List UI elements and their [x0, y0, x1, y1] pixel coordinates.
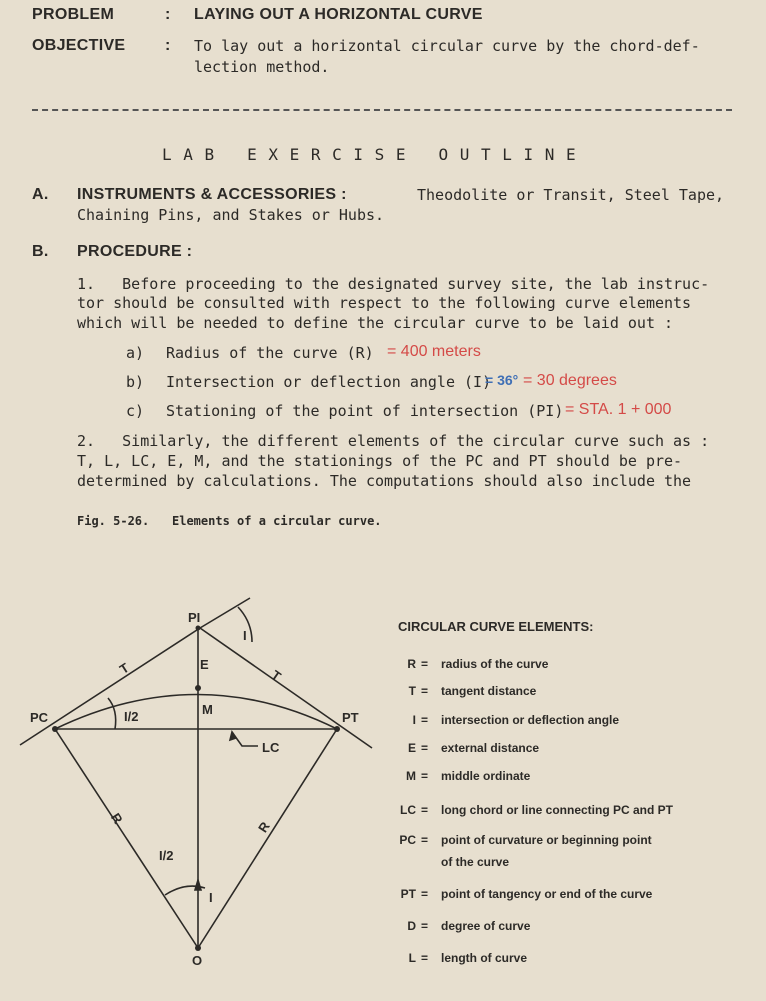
legend-description: length of curve	[441, 951, 528, 965]
step2-line3: determined by calculations. The computations should also include the	[77, 472, 692, 490]
label-e: E	[200, 657, 209, 672]
legend-key: PC	[399, 833, 416, 847]
legend-key: E	[407, 741, 416, 755]
section-b-letter: B.	[32, 243, 49, 260]
legend-key: T	[408, 684, 416, 698]
step1-line3: which will be needed to define the circular curve to be laid out :	[77, 314, 674, 332]
legend-description: long chord or line connecting PC and PT	[441, 803, 674, 817]
lc-pointer	[232, 732, 258, 746]
pi-point	[196, 626, 201, 631]
label-i-half-top: I/2	[124, 709, 139, 724]
label-pc: PC	[30, 710, 49, 725]
legend-description: intersection or deflection angle	[441, 713, 620, 727]
legend-description: point of curvature or beginning point	[441, 833, 652, 847]
objective-line1: To lay out a horizontal circular curve by the chord-def-	[194, 37, 700, 55]
pt-point	[334, 726, 340, 732]
step2-line2: T, L, LC, E, M, and the stationings of the PC and PT should be pre-	[77, 452, 683, 470]
radius-right-line	[198, 729, 337, 948]
label-o: O	[192, 953, 203, 968]
legend-key: L	[408, 951, 416, 965]
legend-separator: =	[421, 919, 429, 933]
legend-description: point of tangency or end of the curve	[441, 887, 653, 901]
circular-arc	[55, 695, 337, 730]
item-a-handwritten: = 400 meters	[387, 343, 481, 360]
label-pi: PI	[188, 610, 201, 625]
legend-description: radius of the curve	[441, 657, 549, 671]
back-tangent-line	[20, 628, 200, 745]
item-b-handwritten: = 30 degrees	[523, 372, 617, 389]
legend-description: degree of curve	[441, 919, 531, 933]
item-c-label: c)	[126, 402, 145, 420]
label-r-left: R	[107, 810, 126, 827]
problem-colon: :	[165, 6, 171, 23]
label-t-right: T	[268, 667, 284, 685]
label-r-right: R	[255, 819, 273, 836]
legend-description-continued: of the curve	[441, 855, 510, 869]
legend-separator: =	[421, 713, 429, 727]
radius-left-line	[55, 729, 198, 948]
lc-arrow	[230, 732, 236, 740]
outline-title: L A B E X E R C I S E O U T L I N E	[162, 145, 577, 164]
problem-label: PROBLEM	[32, 6, 115, 23]
item-b-text: Intersection or deflection angle (I)	[166, 373, 492, 391]
item-c-handwritten: = STA. 1 + 000	[565, 401, 672, 418]
legend-separator: =	[421, 951, 429, 965]
label-i-top: I	[243, 628, 247, 643]
item-b-pen-mark: = 36°	[485, 372, 519, 388]
legend-description: middle ordinate	[441, 769, 531, 783]
item-b-label: b)	[126, 373, 145, 391]
step2-line1: 2. Similarly, the different elements of the circular curve such as :	[77, 432, 710, 450]
pc-point	[52, 726, 58, 732]
figure-title: Elements of a circular curve.	[172, 514, 382, 528]
dashed-divider	[32, 109, 732, 111]
legend-separator: =	[421, 684, 429, 698]
step1-line2: tor should be consulted with respect to the following curve elements	[77, 294, 692, 312]
label-lc: LC	[262, 740, 280, 755]
section-a-line2: Chaining Pins, and Stakes or Hubs.	[77, 206, 385, 224]
legend-key: I	[412, 713, 416, 727]
label-i-bottom: I	[209, 890, 213, 905]
objective-line2: lection method.	[194, 58, 330, 76]
legend-separator: =	[421, 657, 429, 671]
circular-curve-diagram	[0, 560, 400, 970]
section-a-letter: A.	[32, 186, 49, 203]
item-a-text: Radius of the curve (R)	[166, 344, 374, 362]
legend-separator: =	[421, 741, 429, 755]
label-t-left: T	[116, 659, 132, 677]
item-c-text: Stationing of the point of intersection (PI)	[166, 402, 564, 420]
legend-key: D	[407, 919, 416, 933]
legend-separator: =	[421, 833, 429, 847]
section-a-heading: INSTRUMENTS & ACCESSORIES :	[77, 186, 347, 203]
legend-key: PT	[400, 887, 416, 901]
label-pt: PT	[342, 710, 359, 725]
legend-separator: =	[421, 887, 429, 901]
legend-key: M	[406, 769, 416, 783]
legend-separator: =	[421, 769, 429, 783]
step1-line1: 1. Before proceeding to the designated survey site, the lab instruc-	[77, 275, 710, 293]
half-angle-arc-top	[108, 698, 116, 729]
label-i-half-bottom: I/2	[159, 848, 174, 863]
section-b-heading: PROCEDURE :	[77, 243, 193, 260]
m-point	[195, 685, 201, 691]
o-point	[195, 945, 201, 951]
legend-key: LC	[400, 803, 416, 817]
problem-value: LAYING OUT A HORIZONTAL CURVE	[194, 6, 483, 23]
legend-description: external distance	[441, 741, 540, 755]
legend-separator: =	[421, 803, 429, 817]
legend-key: R	[407, 657, 416, 671]
forward-tangent-line	[200, 628, 372, 748]
objective-label: OBJECTIVE	[32, 37, 126, 54]
legend-description: tangent distance	[441, 684, 537, 698]
figure-number: Fig. 5-26.	[77, 514, 150, 528]
item-a-label: a)	[126, 344, 145, 362]
objective-colon: :	[165, 37, 171, 54]
bottom-angle-arrow	[195, 880, 201, 890]
legend-title: CIRCULAR CURVE ELEMENTS:	[398, 619, 594, 634]
label-m: M	[202, 702, 213, 717]
section-a-line1: Theodolite or Transit, Steel Tape,	[417, 186, 725, 204]
